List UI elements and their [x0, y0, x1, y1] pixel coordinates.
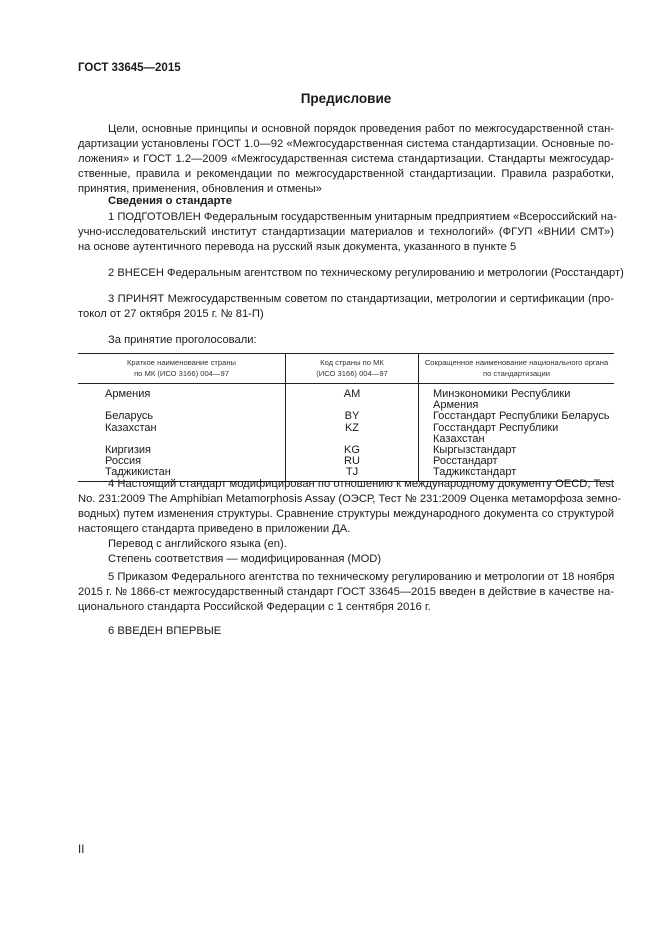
- item-4-line: водных) путем изменения структуры. Сравнение структуры международного документа со структурой: [78, 508, 614, 520]
- page-number: II: [78, 844, 85, 856]
- document-code-header: ГОСТ 33645—2015: [78, 62, 181, 74]
- body-cell: Госстандарт Республики Казахстан: [419, 423, 615, 445]
- item-1-line: на основе аутентичного перевода на русский язык документа, указанного в пункте 5: [78, 241, 517, 253]
- body-cell: Госстандарт Республики Беларусь: [419, 411, 615, 422]
- item-6-paragraph: 6 ВВЕДЕН ВПЕРВЫЕ: [108, 625, 222, 637]
- code-cell: RU: [286, 456, 419, 467]
- column-header-code: Код страны по МК (ИСО 3166) 004—97: [286, 354, 419, 384]
- table-row: [78, 423, 614, 445]
- body-cell: Кыргызстандарт: [419, 445, 615, 456]
- body-cell: Таджикстандарт: [419, 467, 615, 481]
- item-4-line: 4 Настоящий стандарт модифицирован по отношению к международному документу OECD, Test: [108, 478, 614, 490]
- item-5-line: ционального стандарта Российской Федерации с 1 сентября 2016 г.: [78, 601, 431, 613]
- item-5-paragraph: [78, 570, 614, 615]
- vote-label: За принятие проголосовали:: [108, 334, 257, 346]
- table-header-row: [78, 354, 614, 384]
- country-cell: Таджикистан: [78, 467, 286, 481]
- item-1-line: 1 ПОДГОТОВЛЕН Федеральным государственным унитарным предприятием «Всероссийский на-: [108, 211, 617, 223]
- item-2-line: 2 ВНЕСЕН Федеральным агентством по техническому регулированию и метрологии (Росстандарт): [108, 267, 624, 279]
- item-5-line: 5 Приказом Федерального агентства по техническому регулированию и метрологии от 18 ноября: [108, 571, 615, 583]
- page-title: Предисловие: [300, 91, 392, 106]
- country-cell: Россия: [105, 455, 142, 468]
- country-cell: Беларусь: [105, 410, 154, 423]
- item-1-paragraph: [78, 210, 617, 255]
- table-row: [78, 411, 614, 422]
- table-row: [78, 384, 614, 412]
- column-header-body: Сокращенное наименование национального органа по стандартизации: [419, 354, 615, 384]
- body-cell: Минэкономики Республики Армения: [419, 384, 615, 412]
- item-3-line: токол от 27 октября 2015 г. № 81-П): [78, 308, 264, 320]
- code-cell: BY: [286, 411, 419, 422]
- intro-line: дартизации установлены ГОСТ 1.0—92 «Межгосударственная система стандартизации. Основные по-: [78, 138, 614, 150]
- country-cell: Казахстан: [105, 421, 157, 434]
- item-4-line: No. 231:2009 The Amphibian Metamorphosis Assay (ОЭСР, Тест № 231:2009 Оценка метаморфоза земно-: [78, 493, 622, 505]
- intro-line: ложения» и ГОСТ 1.2—2009 «Межгосударственная система стандартизации. Стандарты межгосудар-: [78, 153, 614, 165]
- body-cell: Росстандарт: [419, 456, 615, 467]
- item-4-line: настоящего стандарта приведено в приложении ДА.: [78, 523, 351, 535]
- code-cell: KG: [286, 445, 419, 456]
- section-heading: Сведения о стандарте: [108, 195, 232, 207]
- item-5-line: 2015 г. № 1866-ст межгосударственный стандарт ГОСТ 33645—2015 введен в действие в качестве на-: [78, 586, 614, 598]
- intro-paragraph: [78, 122, 614, 197]
- item-1-line: учно-исследовательский институт стандартизации материалов и технологий» (ФГУП «ВНИИ СМТ»): [78, 226, 614, 238]
- item-2-paragraph: [78, 266, 624, 281]
- item-3-paragraph: [78, 292, 614, 322]
- intro-line: ственные, правила и рекомендации по межгосударственной стандартизации. Правила разработки,: [78, 168, 614, 180]
- voting-table: [78, 353, 614, 482]
- item-3-line: 3 ПРИНЯТ Межгосударственным советом по стандартизации, метрологии и сертификации (про-: [108, 293, 614, 305]
- item-4-translation: Перевод с английского языка (en).: [108, 538, 287, 550]
- intro-line: Цели, основные принципы и основной порядок проведения работ по межгосударственной стан-: [108, 123, 614, 135]
- item-4-degree: Степень соответствия — модифицированная (MOD): [108, 553, 382, 565]
- country-cell: Армения: [105, 388, 151, 400]
- item-4-paragraph: [78, 477, 622, 567]
- intro-line: принятия, применения, обновления и отмены»: [78, 183, 322, 195]
- country-cell: Киргизия: [105, 444, 151, 457]
- code-cell: KZ: [286, 423, 419, 445]
- code-cell: TJ: [286, 467, 419, 481]
- code-cell: AM: [286, 384, 419, 412]
- column-header-country: Краткое наименование страны по МК (ИСО 3166) 004—97: [78, 354, 286, 384]
